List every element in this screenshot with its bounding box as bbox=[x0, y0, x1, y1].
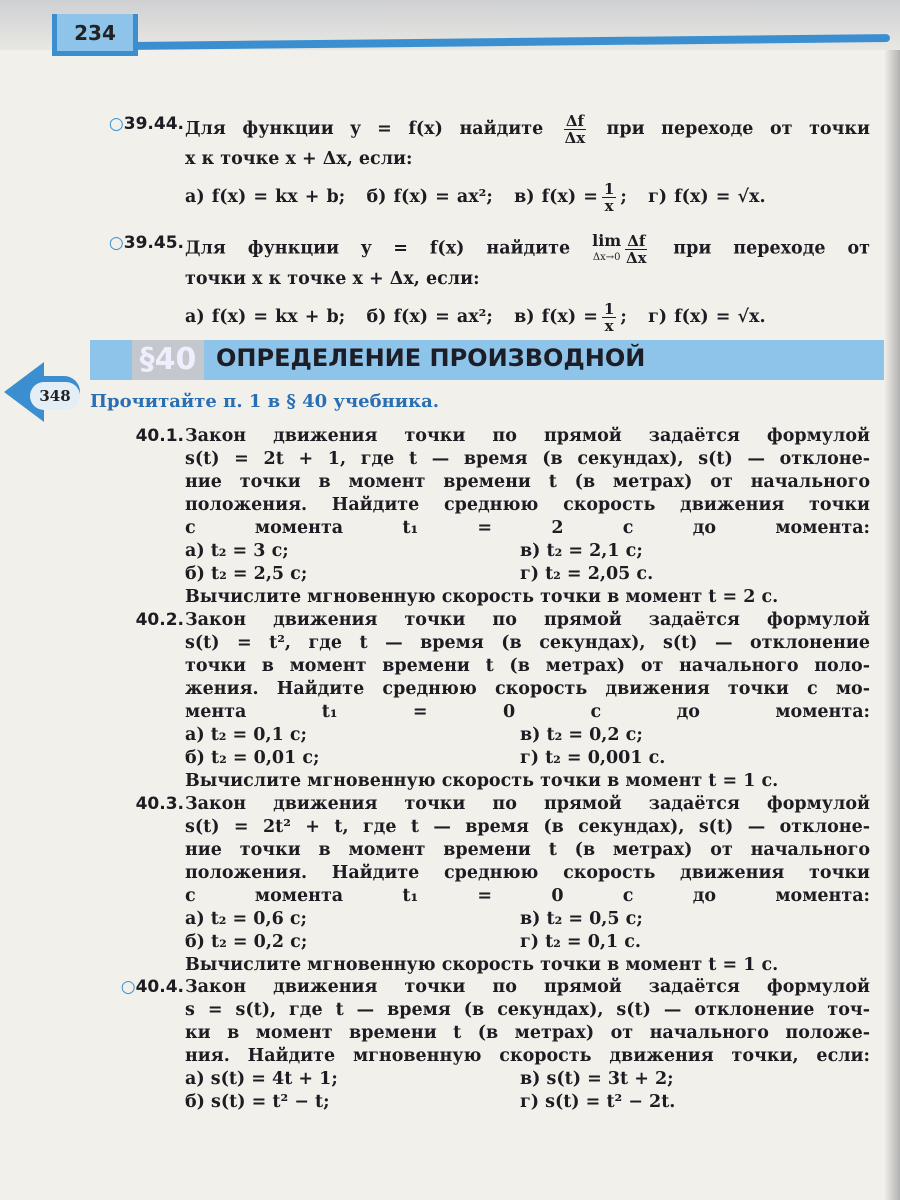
problem-line: точки x к точке x + Δx, если: bbox=[185, 269, 480, 289]
final-question: Вычислите мгновенную скорость точки в момент t = 1 с. bbox=[185, 955, 779, 975]
circle-marker-icon: ○ bbox=[108, 114, 124, 134]
problem bbox=[88, 425, 870, 609]
problem-line: s(t) = 2t² + t, где t — время (в секундах), s(t) — отклоне- bbox=[185, 817, 870, 837]
problem-line: точки в момент времени t (в метрах) от начального поло- bbox=[185, 656, 870, 676]
problem-line: с момента t₁ = 0 с до момента: bbox=[185, 886, 870, 906]
option: в) s(t) = 3t + 2; bbox=[520, 1069, 674, 1089]
problem bbox=[88, 793, 870, 977]
option: г) s(t) = t² − 2t. bbox=[520, 1092, 676, 1112]
page-number: 234 bbox=[52, 14, 138, 56]
options-grid bbox=[185, 540, 870, 586]
option: а) t₂ = 3 с; bbox=[185, 541, 289, 561]
problem-line: Закон движения точки по прямой задаётся формулой bbox=[185, 426, 870, 446]
reference-page: 348 bbox=[30, 382, 80, 410]
section-title: ОПРЕДЕЛЕНИЕ ПРОИЗВОДНОЙ bbox=[216, 344, 646, 372]
problem-line: Закон движения точки по прямой задаётся формулой bbox=[185, 610, 870, 630]
options-row: а) f(x) = kx + b; б) f(x) = ax²; в) f(x) = $\frac{1}{x}$ ; г) f(x) = √x. bbox=[185, 300, 766, 335]
option: а) t₂ = 0,1 с; bbox=[185, 725, 307, 745]
section-number: §40 bbox=[132, 340, 204, 380]
options-grid bbox=[185, 908, 870, 954]
problem-line: жения. Найдите среднюю скорость движения точки с мо- bbox=[185, 679, 870, 699]
problem-line: мента t₁ = 0 с до момента: bbox=[185, 702, 870, 722]
option: б) t₂ = 2,5 с; bbox=[185, 564, 308, 584]
option: в) t₂ = 0,2 с; bbox=[520, 725, 643, 745]
option: в) t₂ = 2,1 с; bbox=[520, 541, 643, 561]
option: а) s(t) = 4t + 1; bbox=[185, 1069, 338, 1089]
problem-line: Закон движения точки по прямой задаётся формулой bbox=[185, 977, 870, 997]
problem-number: 40.3. bbox=[135, 794, 184, 814]
problem-number: 40.4. bbox=[135, 977, 184, 997]
problem-line: Закон движения точки по прямой задаётся формулой bbox=[185, 794, 870, 814]
option: б) t₂ = 0,01 с; bbox=[185, 748, 320, 768]
problem-line: положения. Найдите среднюю скорость движения точки bbox=[185, 495, 870, 515]
problem-line: Для функции y = f(x) найдите $\frac{\Delta f}{\Delta x}$ при переходе от точки bbox=[185, 112, 871, 147]
options-grid bbox=[185, 1068, 870, 1114]
problem-39-45 bbox=[88, 232, 870, 334]
read-note: Прочитайте п. 1 в § 40 учебника. bbox=[90, 391, 440, 412]
problem-line: положения. Найдите среднюю скорость движения точки bbox=[185, 863, 870, 883]
problem bbox=[88, 609, 870, 793]
problem-line: ние точки в момент времени t (в метрах) от начального bbox=[185, 840, 870, 860]
circle-marker-icon: ○ bbox=[108, 233, 124, 253]
problem-number: 39.45. bbox=[123, 233, 184, 253]
problem-line: s(t) = t², где t — время (в секундах), s(t) — отклонение bbox=[185, 633, 870, 653]
problem-line: Для функции y = f(x) найдите lim Δx→0 $\frac{\Delta f}{\Delta x}$ при переходе от bbox=[185, 231, 871, 267]
circle-marker-icon: ○ bbox=[120, 977, 136, 997]
problem-number: 40.1. bbox=[135, 426, 184, 446]
options-grid bbox=[185, 724, 870, 770]
option: б) s(t) = t² − t; bbox=[185, 1092, 330, 1112]
option: в) t₂ = 0,5 с; bbox=[520, 909, 643, 929]
problem-number: 40.2. bbox=[135, 610, 184, 630]
option: г) t₂ = 0,1 с. bbox=[520, 932, 641, 952]
option: г) t₂ = 2,05 с. bbox=[520, 564, 654, 584]
problem-line: s(t) = 2t + 1, где t — время (в секундах), s(t) — отклоне- bbox=[185, 449, 870, 469]
problem-line: ния. Найдите мгновенную скорость движения точки, если: bbox=[185, 1046, 870, 1066]
option: а) t₂ = 0,6 с; bbox=[185, 909, 307, 929]
problem bbox=[88, 976, 870, 1114]
options-row: а) f(x) = kx + b; б) f(x) = ax²; в) f(x) = $\frac{1}{x}$ ; г) f(x) = √x. bbox=[185, 180, 766, 215]
problem-line: с момента t₁ = 2 с до момента: bbox=[185, 518, 870, 538]
fraction: $\frac{\Delta f}{\Delta x}$ bbox=[564, 112, 586, 147]
page-edge-shadow bbox=[884, 0, 900, 1200]
problem-number: 39.44. bbox=[123, 114, 184, 134]
option: г) t₂ = 0,001 с. bbox=[520, 748, 666, 768]
final-question: Вычислите мгновенную скорость точки в момент t = 1 с. bbox=[185, 771, 779, 791]
problem-line: s = s(t), где t — время (в секундах), s(t) — отклонение точ- bbox=[185, 1000, 870, 1020]
problem-line: x к точке x + Δx, если: bbox=[185, 149, 413, 169]
problem-line: ки в момент времени t (в метрах) от начального положе- bbox=[185, 1023, 870, 1043]
final-question: Вычислите мгновенную скорость точки в момент t = 2 с. bbox=[185, 587, 779, 607]
problem-line: ние точки в момент времени t (в метрах) от начального bbox=[185, 472, 870, 492]
problem-39-44 bbox=[88, 113, 870, 214]
option: б) t₂ = 0,2 с; bbox=[185, 932, 308, 952]
